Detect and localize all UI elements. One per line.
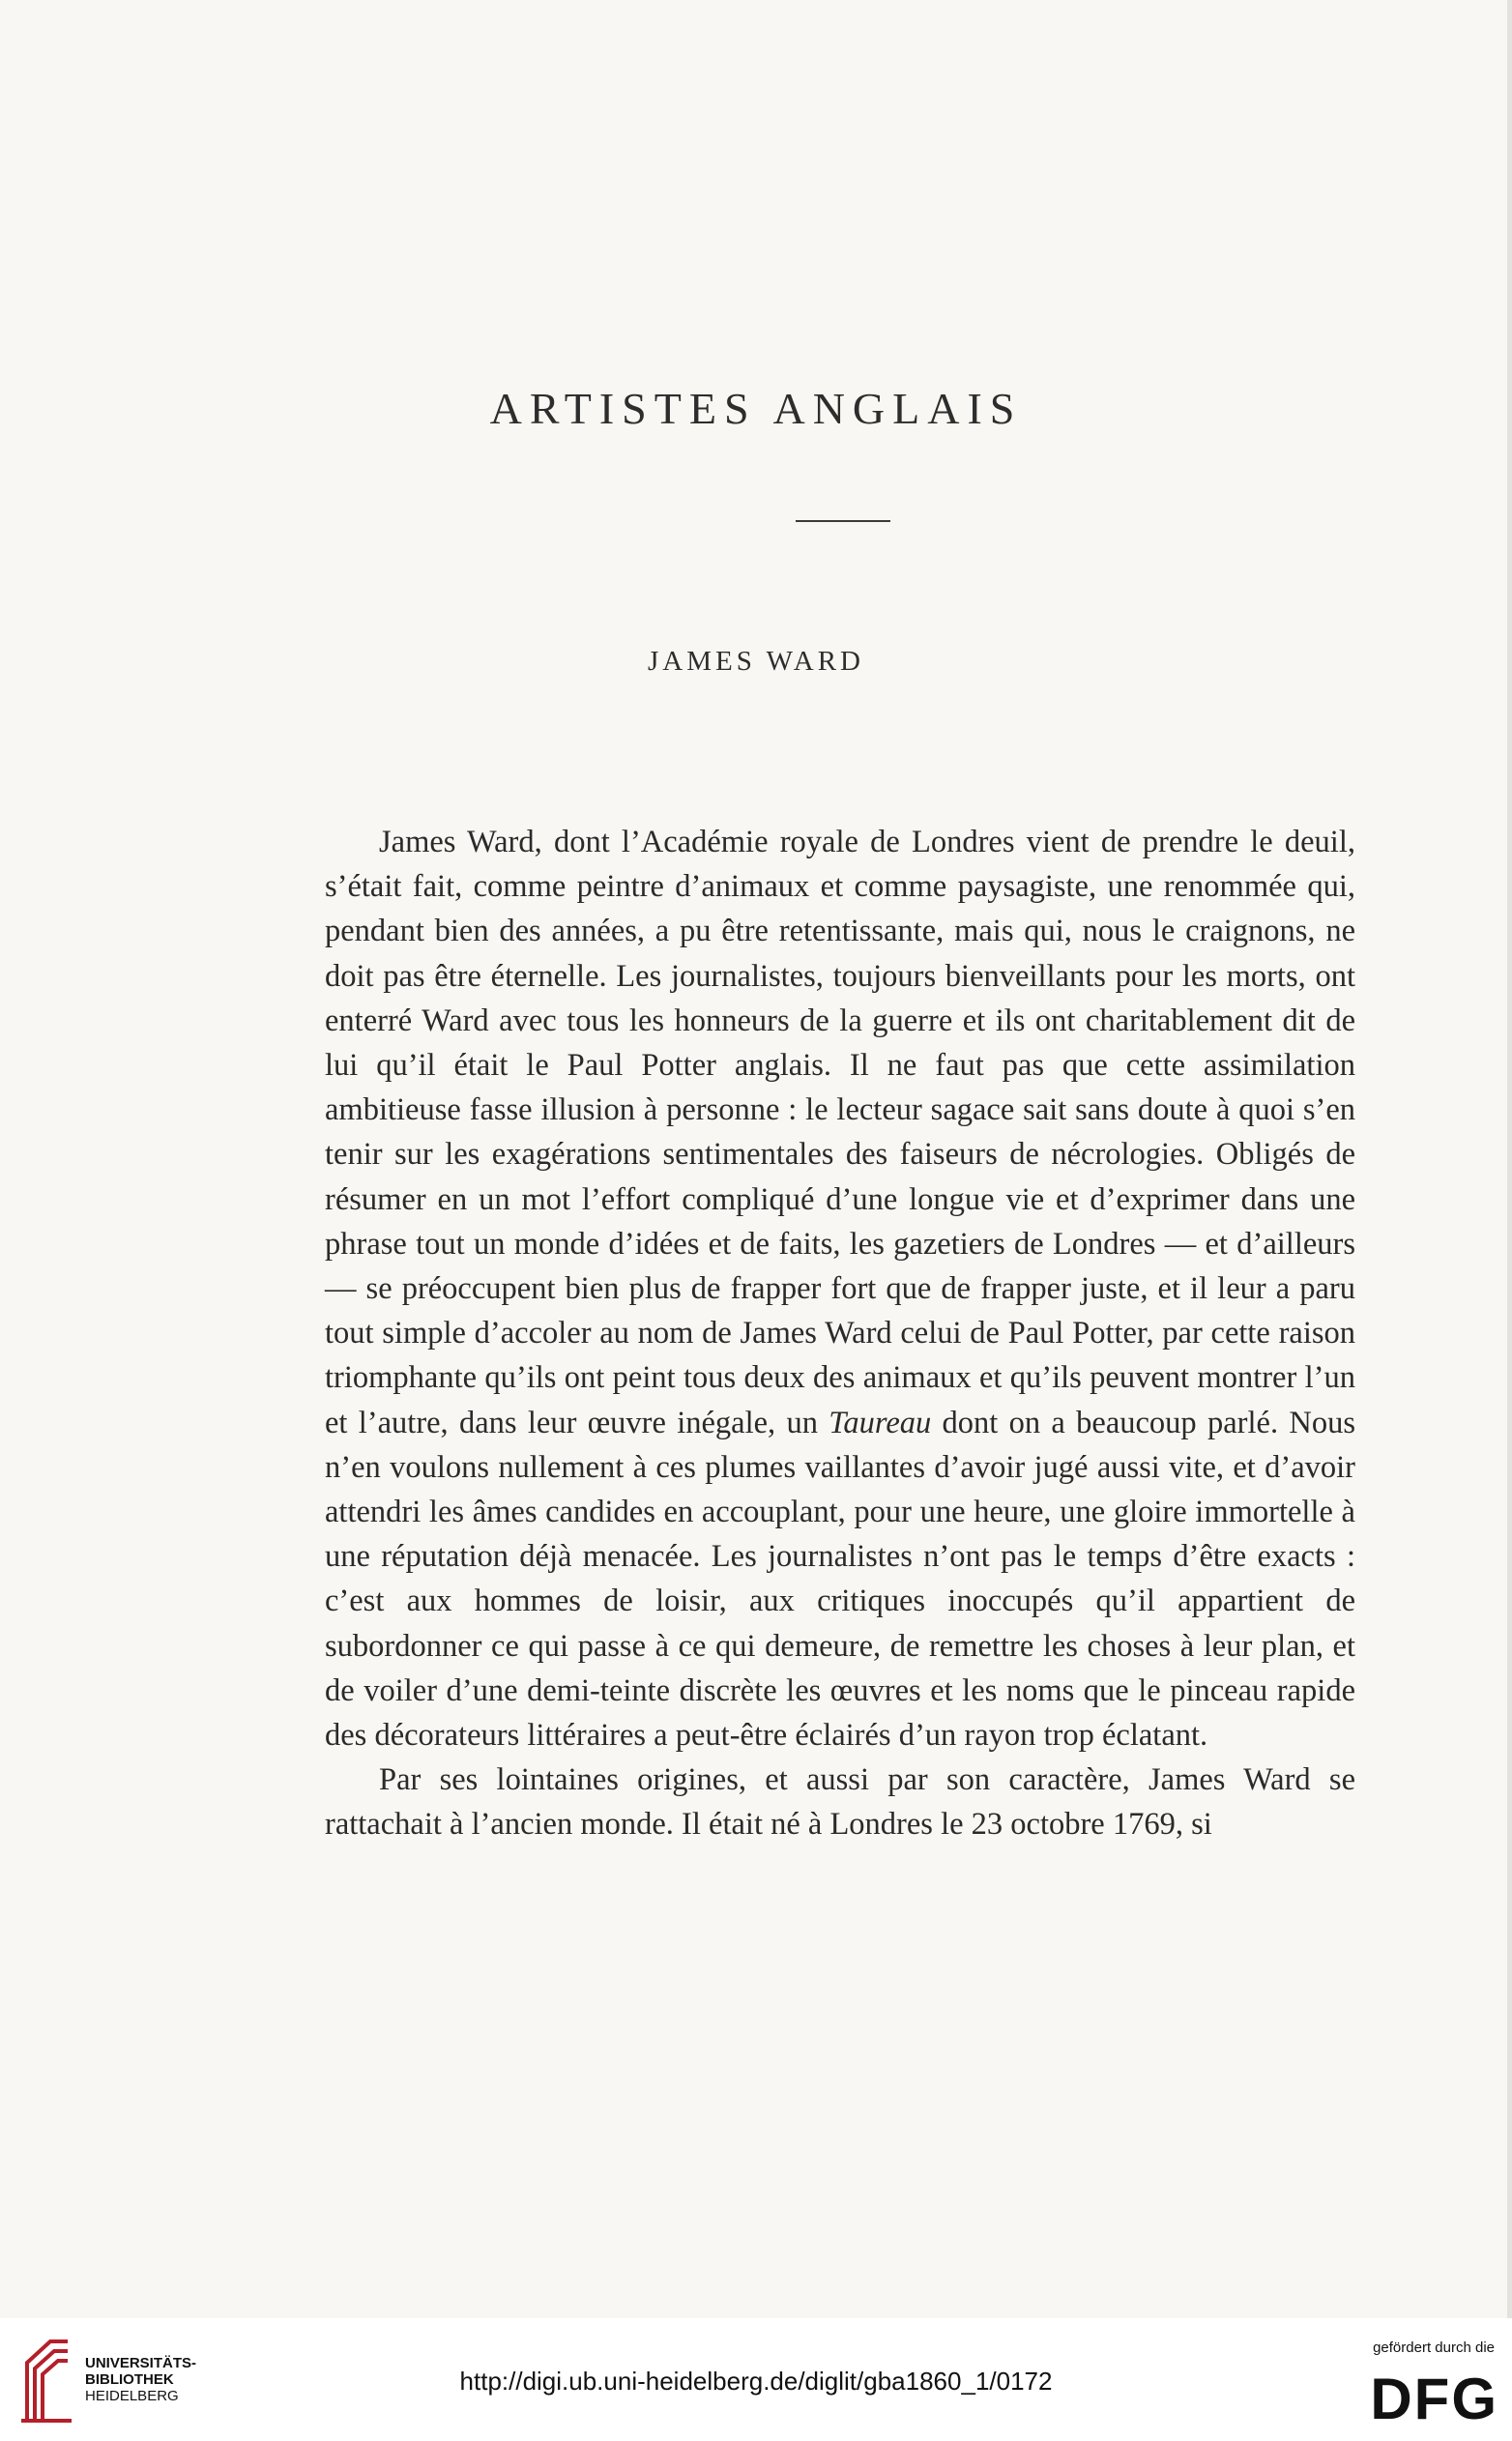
paragraph-1 [325,820,1355,1758]
page-edge [1507,0,1512,2318]
footer-bar [0,2318,1512,2441]
paragraph-1-text: James Ward, dont l’Académie royale de Londres vient de prendre le deuil, s’était fait, comme peintre d’animaux et comme paysagiste, une renommée qui, pendant bien des années, a pu être retentissante, mais qui, nous le craignons, ne doit pas être éternelle. Les journalistes, toujours bienveillants pour les morts, ont enterré Ward avec tous les honneurs de la guerre et ils ont charitablement dit de lui qu’il était le Paul Potter anglais. Il ne faut pas que cette assimilation ambitieuse fasse illusion à personne : le lecteur sagace sait sans doute à quoi s’en tenir sur les exagérations sentimentales des faiseurs de nécrologies. Obligés de résumer en un mot l’effort compliqué d’une longue vie et d’exprimer dans une phrase tout un monde d’idées et de faits, les gazetiers de Londres — et d’ailleurs — se préoccupent bien plus de frapper fort que de frapper juste, et il leur a paru tout simple d’accoler au nom de James Ward celui de Paul Potter, par cette raison triomphante qu’ils ont peint tous deux des animaux et qu’ils peuvent montrer l’un et l’autre, dans leur œuvre inégale, un [325,825,1355,1440]
italic-title-taureau: Taureau [829,1405,932,1440]
article-title: ARTISTES ANGLAIS [489,384,1023,433]
article-subtitle: JAMES WARD [648,646,864,677]
dfg-logo: DFG [1370,2367,1498,2431]
library-name-line1: UNIVERSITÄTS- [85,2355,197,2371]
title-rule [796,520,890,522]
paragraph-1-text-cont: dont on a beaucoup parlé. Nous n’en voulons nullement à ces plumes vaillantes d’avoir jugé aussi vite, et d’avoir attendri les âmes candides en accouplant, pour une heure, une gloire immortelle à une réputation déjà menacée. Les journalistes n’ont pas le temps d’être exacts : c’est aux hommes de loisir, aux critiques inoccupés qu’il appartient de subordonner ce qui passe à ce qui demeure, de remettre les choses à leur plan, et de voiler d’une demi-teinte discrète les œuvres et les noms que le pinceau rapide des décorateurs littéraires a peut-être éclairés d’un rayon trop éclatant. [325,1405,1355,1754]
library-name-line3: HEIDELBERG [85,2388,179,2404]
library-name-line2: BIBLIOTHEK [85,2371,174,2388]
source-url-link[interactable]: http://digi.ub.uni-heidelberg.de/diglit/gba1860_1/0172 [459,2367,1053,2396]
paragraph-2: Par ses lointaines origines, et aussi par son caractère, James Ward se rattachait à l’ancien monde. Il était né à Londres le 23 octobre 1769, si [325,1762,1355,1843]
article-body [325,820,1355,1847]
funding-caption: gefördert durch die [1373,2339,1495,2356]
